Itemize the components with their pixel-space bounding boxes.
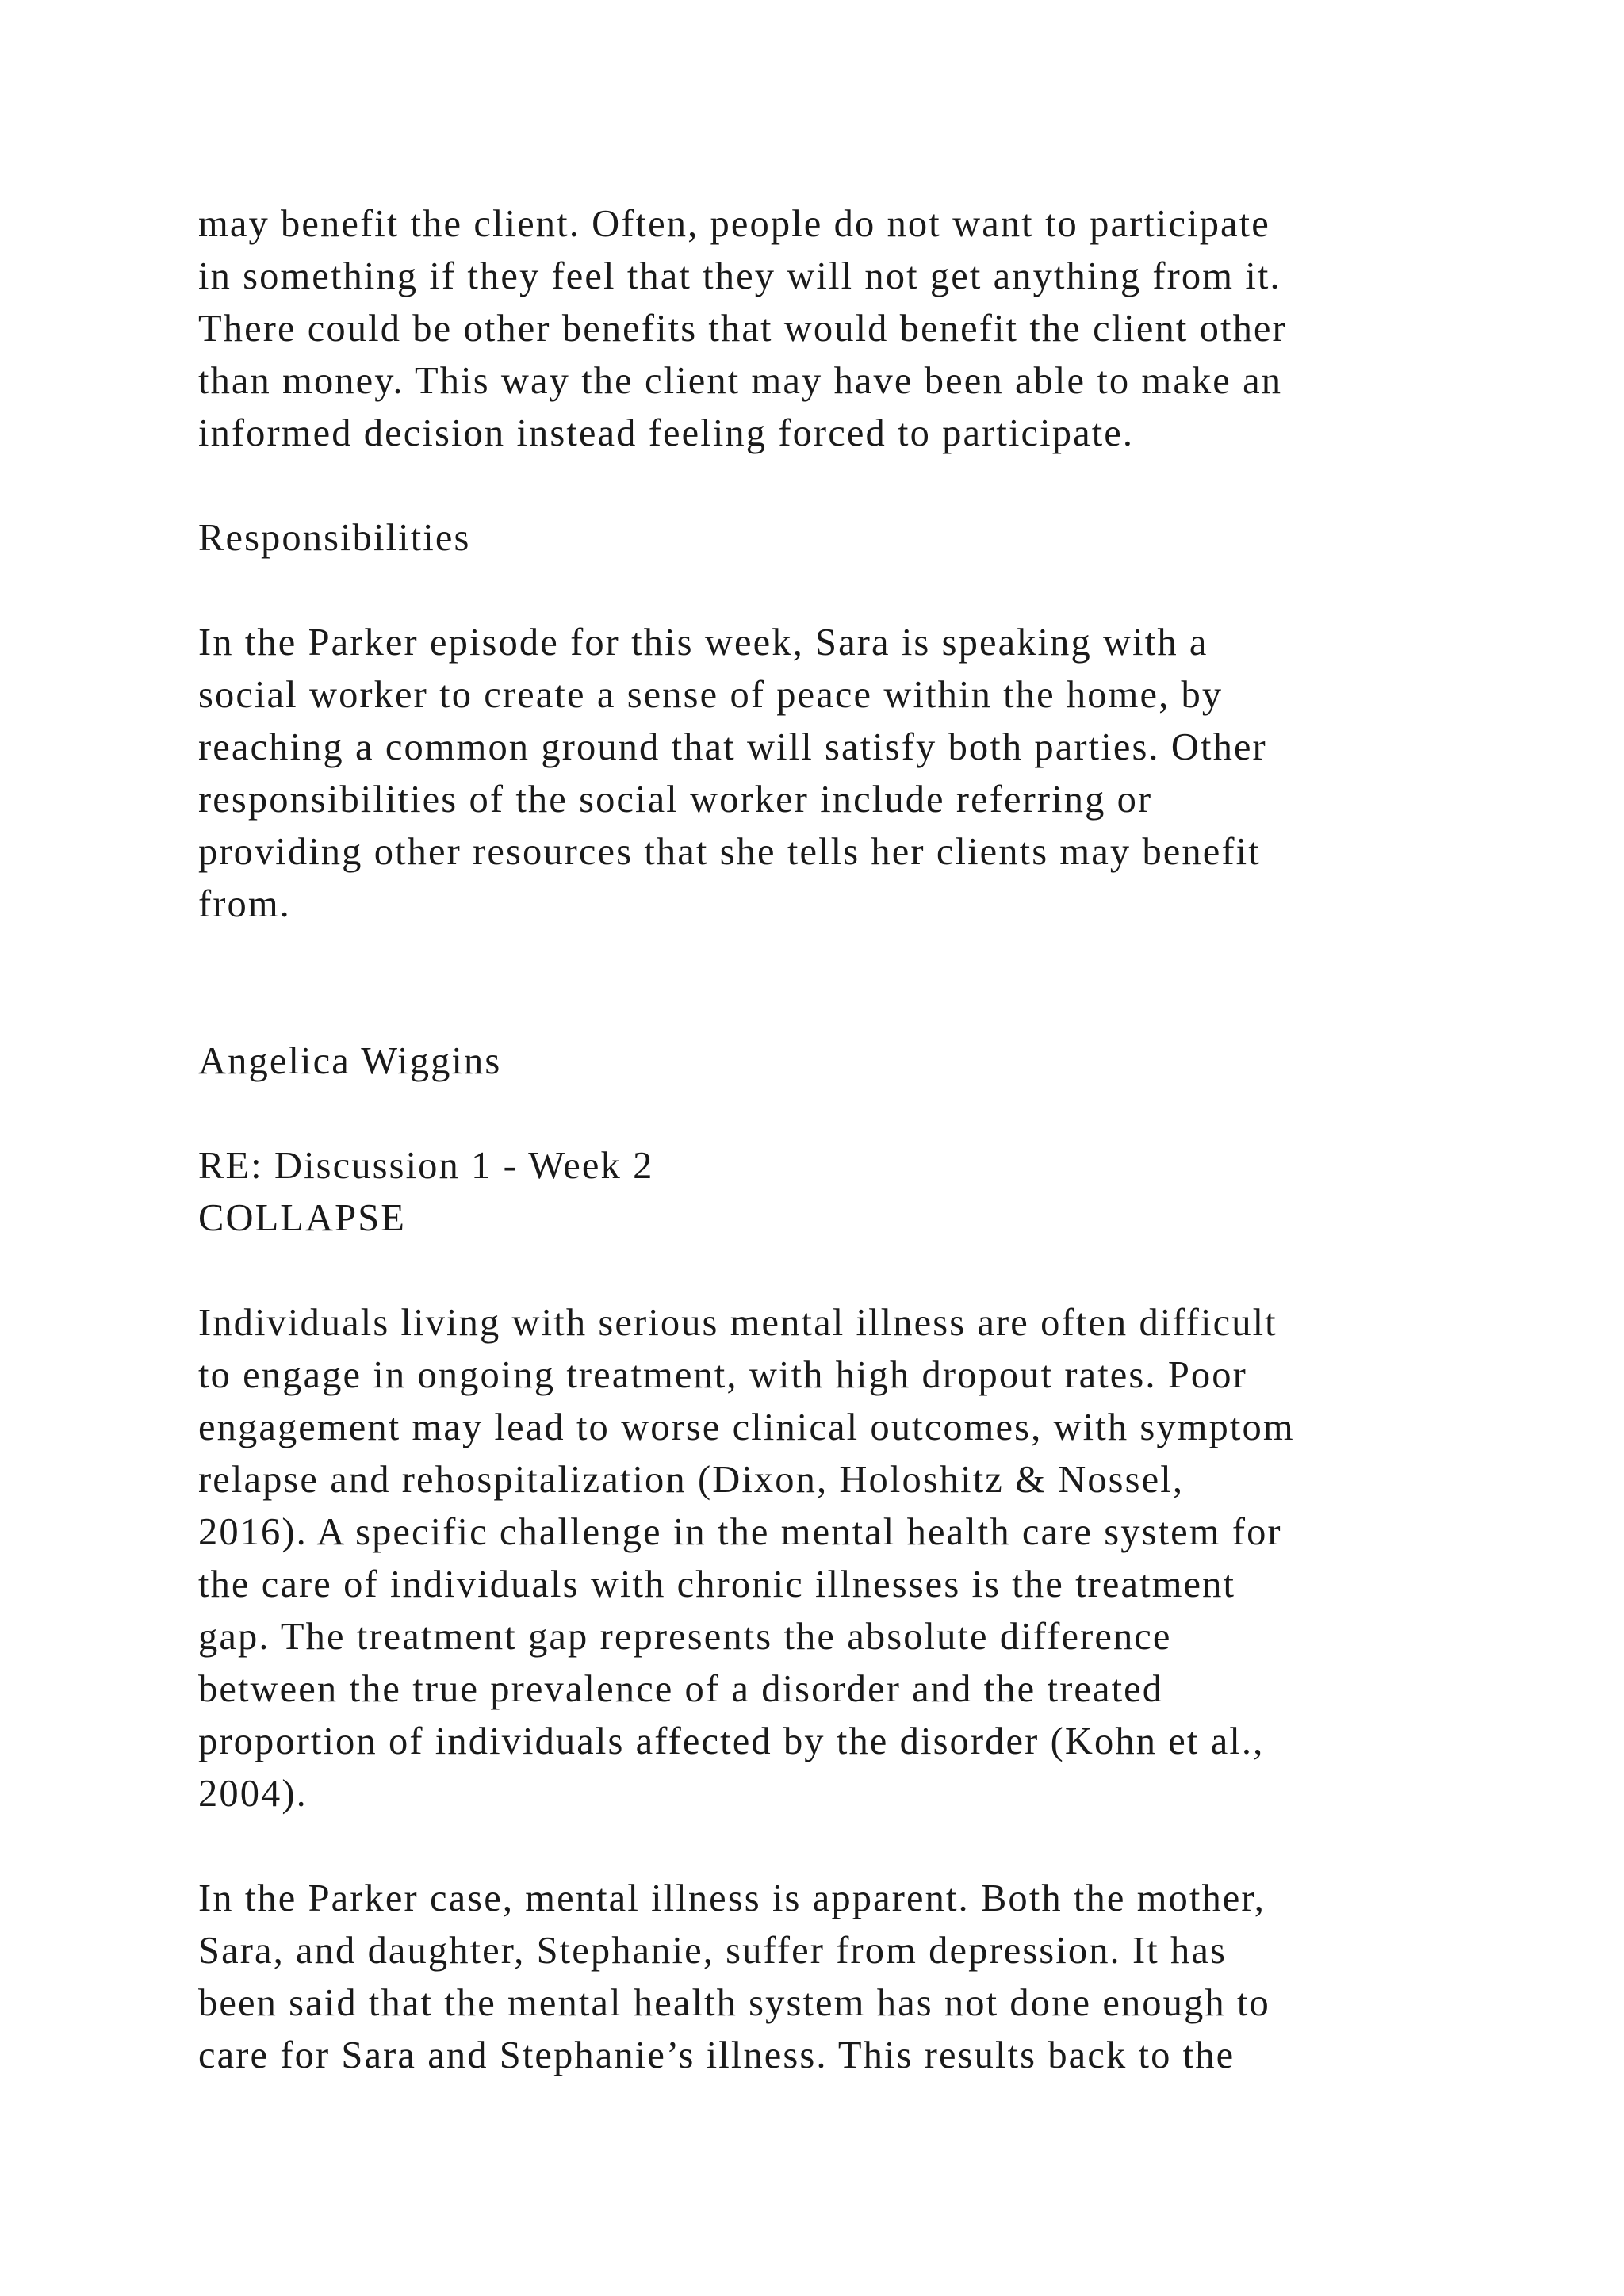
text-line: 2016). A specific challenge in the mental health care system for bbox=[198, 1511, 1282, 1553]
author-name: Angelica Wiggins bbox=[198, 1040, 502, 1082]
text-line: from. bbox=[198, 883, 291, 925]
text-line: to engage in ongoing treatment, with high dropout rates. Poor bbox=[198, 1354, 1247, 1396]
text-line: may benefit the client. Often, people do not want to participate bbox=[198, 203, 1270, 245]
text-line: reaching a common ground that will satisfy both parties. Other bbox=[198, 726, 1267, 768]
text-line: social worker to create a sense of peace within the home, by bbox=[198, 674, 1224, 716]
text-line: been said that the mental health system has not done enough to bbox=[198, 1982, 1270, 2024]
section-heading: Responsibilities bbox=[198, 517, 471, 559]
text-line: gap. The treatment gap represents the absolute difference bbox=[198, 1616, 1172, 1658]
collapse-link[interactable]: COLLAPSE bbox=[198, 1197, 407, 1239]
text-line: There could be other benefits that would benefit the client other bbox=[198, 308, 1287, 350]
text-line: the care of individuals with chronic illnesses is the treatment bbox=[198, 1563, 1236, 1605]
text-line: than money. This way the client may have been able to make an bbox=[198, 360, 1283, 402]
text-line: in something if they feel that they will not get anything from it. bbox=[198, 255, 1281, 297]
reply-title: RE: Discussion 1 - Week 2 bbox=[198, 1145, 654, 1187]
text-line: providing other resources that she tells her clients may benefit bbox=[198, 831, 1261, 873]
text-line: 2004). bbox=[198, 1773, 308, 1815]
text-line: engagement may lead to worse clinical outcomes, with symptom bbox=[198, 1406, 1295, 1448]
text-line: informed decision instead feeling forced to participate. bbox=[198, 412, 1135, 454]
text-line: responsibilities of the social worker include referring or bbox=[198, 779, 1153, 821]
text-line: In the Parker episode for this week, Sara is speaking with a bbox=[198, 622, 1208, 664]
text-line: care for Sara and Stephanie’s illness. This results back to the bbox=[198, 2034, 1235, 2076]
text-line: Sara, and daughter, Stephanie, suffer from depression. It has bbox=[198, 1930, 1228, 1972]
text-line: Individuals living with serious mental illness are often difficult bbox=[198, 1302, 1277, 1344]
text-line: relapse and rehospitalization (Dixon, Holoshitz & Nossel, bbox=[198, 1459, 1185, 1501]
text-line: between the true prevalence of a disorder and the treated bbox=[198, 1668, 1164, 1710]
text-line: In the Parker case, mental illness is apparent. Both the mother, bbox=[198, 1877, 1266, 1919]
text-line: proportion of individuals affected by the disorder (Kohn et al., bbox=[198, 1720, 1265, 1762]
